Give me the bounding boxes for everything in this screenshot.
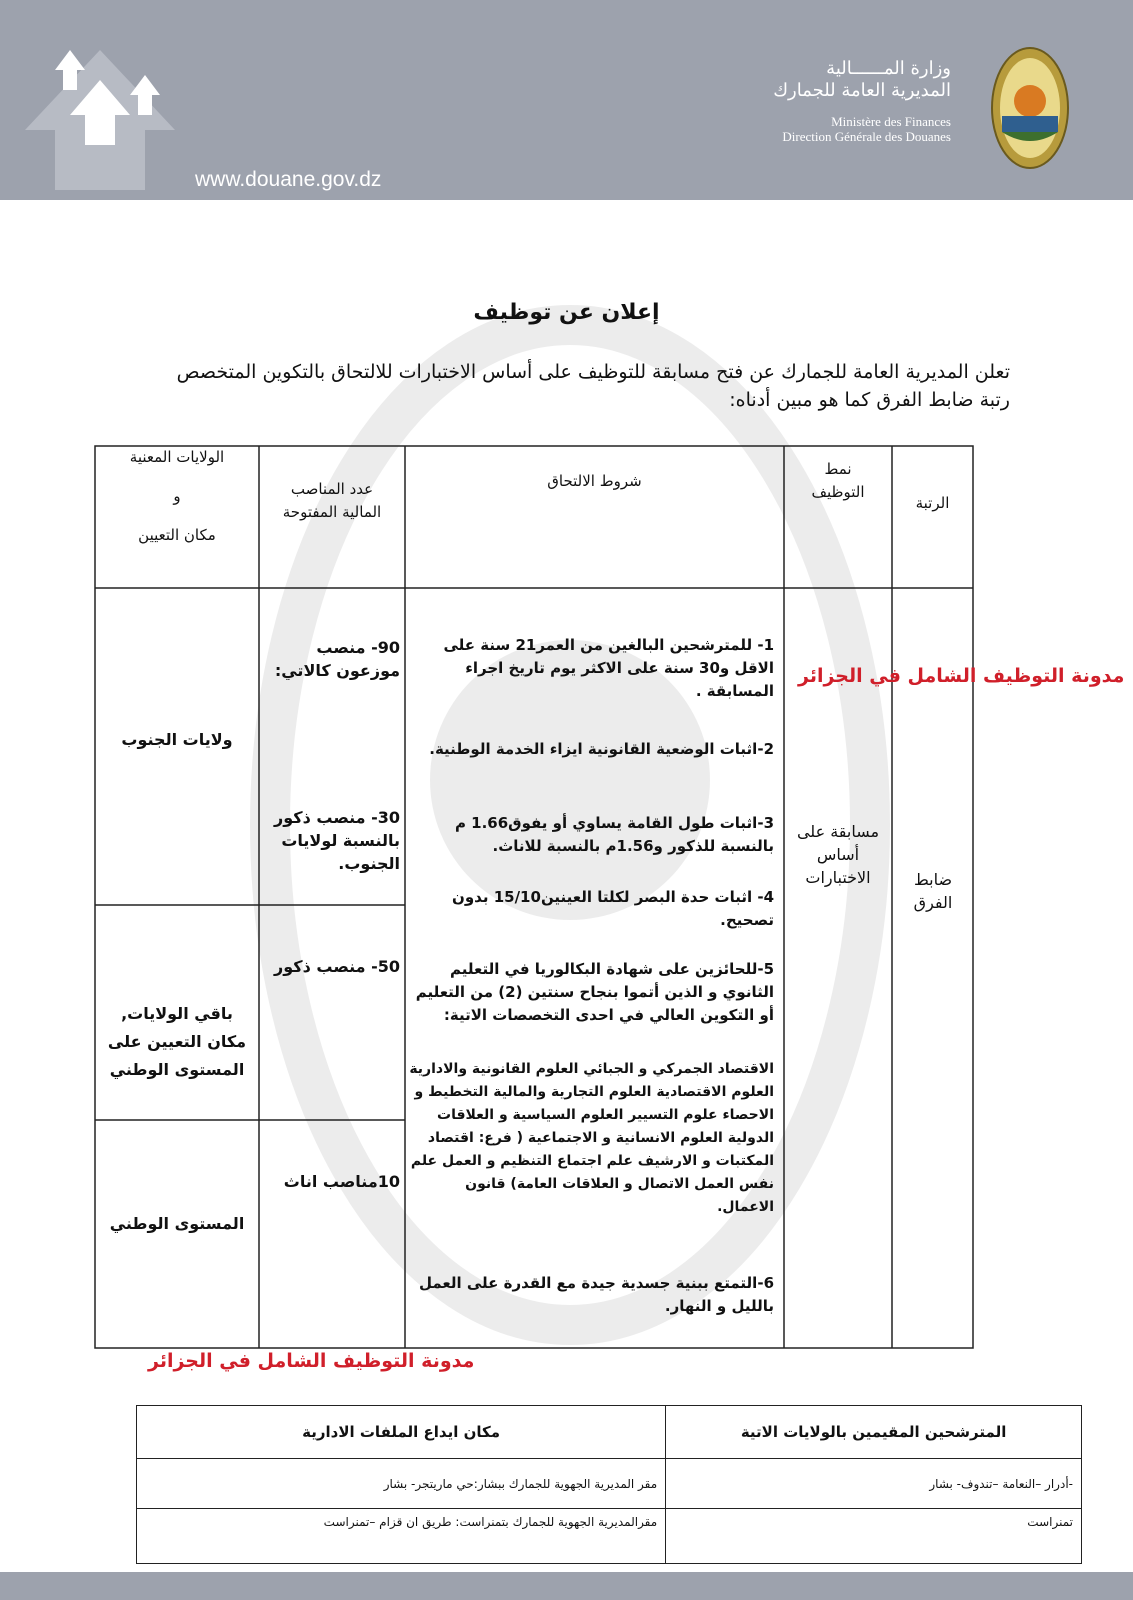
header-posts <box>259 478 405 524</box>
deposit-table-header <box>137 1406 1082 1459</box>
page-title: إعلان عن توظيف <box>473 300 660 325</box>
posts-national-female: 10مناصب اناث <box>283 1172 400 1191</box>
intro-paragraph: تعلن المديرية العامة للجمارك عن فتح مسابقة للتوظيف على أساس الاختبارات للالتحاق بالتكوين المتخصص رتبة ضابط الفرق كما هو مبين أدناه: <box>176 361 1010 411</box>
table-row <box>137 1459 1082 1509</box>
posts-south-male: 30- منصب ذكور بالنسبة لولايات الجنوب. <box>274 808 400 873</box>
blog-watermark-bottom: مدونة التوظيف الشامل في الجزائر <box>148 1350 475 1372</box>
directorate-fr-line: Direction Générale des Douanes <box>782 129 951 144</box>
header-posts-line2: المالية المفتوحة <box>282 503 382 521</box>
header-wilayas-line2: و <box>173 487 181 505</box>
ministry-fr-line: Ministère des Finances <box>831 114 951 129</box>
condition-5-list: الاقتصاد الجمركي و الجبائي العلوم القانونية والادارية العلوم الاقتصادية العلوم التجارية والمالية التخطيط و الاحصاء علوم التسيير العلوم السياسية و العلاقات الدولية العلوم الانسانية و الاجتماعية ( فرع: اقتصاد المكتبات و الارشيف علم اجتماع التنظيم و العمل علم نفس العمل الاتصال و العلاقات العامة) قانون الاعمال. <box>409 1061 774 1215</box>
header-posts-line1: عدد المناصب <box>290 480 374 498</box>
website-url: www.douane.gov.dz <box>195 168 382 191</box>
rank-value: ضابط الفرق <box>913 870 953 912</box>
condition-2: 2-اثبات الوضعية القانونية ايزاء الخدمة الوطنية. <box>429 740 774 758</box>
posts-south-total: 90- منصب موزعون كالاتي: <box>274 638 400 680</box>
deposit-table <box>136 1405 1082 1564</box>
candidate-wilayas: تمنراست <box>666 1509 1082 1564</box>
mode-value: مسابقة على أساس الاختبارات <box>796 822 880 887</box>
footer-bar <box>0 1572 1133 1600</box>
header-wilayas-line1: الولايات المعنية <box>129 448 225 466</box>
wilayas-other: باقي الولايات, مكان التعيين على المستوى الوطني <box>107 1004 247 1079</box>
wilayas-south: ولايات الجنوب <box>121 730 233 749</box>
header-mode-line2: التوظيف <box>811 483 865 501</box>
table-row <box>137 1509 1082 1564</box>
header-wilayas-line3: مكان التعيين <box>138 526 216 544</box>
wilayas-national: المستوى الوطني <box>109 1214 245 1233</box>
ministry-line: وزارة المــــــالية <box>826 58 951 79</box>
header-wilayas <box>95 446 259 547</box>
condition-5: 5-للحائزين على شهادة البكالوريا في التعليم الثانوي و الذين أتموا بنجاح سنتين (2) من التعليم أو التكوين العالي في احدى التخصصات الاتية: <box>415 960 774 1024</box>
deposit-location: مقر المديرية الجهوية للجمارك ببشار:حي ماريتجر- بشار <box>137 1459 666 1509</box>
header-rank: الرتبة <box>915 494 950 512</box>
candidate-wilayas: -أدرار –النعامة –تندوف- بشار <box>666 1459 1082 1509</box>
header-mode <box>784 458 892 504</box>
deposit-location: مقرالمديرية الجهوية للجمارك بتمنراست: طريق ان قزام –تمنراست <box>137 1509 666 1564</box>
candidates-header: المترشحين المقيمين بالولايات الاتية <box>666 1406 1082 1459</box>
condition-6: 6-التمتع ببنية جسدية جيدة مع القدرة على العمل بالليل و النهار. <box>418 1274 774 1315</box>
posts-other-male: 50- منصب ذكور <box>274 957 400 976</box>
directorate-line: المديرية العامة للجمارك <box>773 80 951 101</box>
condition-1: 1- للمترشحين البالغين من العمر21 سنة على الاقل و30 سنة على الاكثر يوم تاريخ اجراء المسابقة . <box>443 636 774 700</box>
deposit-header: مكان ايداع الملفات الادارية <box>137 1406 666 1459</box>
condition-4: 4- اثبات حدة البصر لكلتا العينين15/10 بدون تصحيح. <box>452 888 774 929</box>
header-conditions: شروط الالتحاق <box>547 472 642 490</box>
blog-watermark-top: مدونة التوظيف الشامل في الجزائر <box>798 665 1125 687</box>
condition-3: 3-اثبات طول القامة يساوي أو يفوق1.66 م بالنسبة للذكور و1.56م بالنسبة للاناث. <box>454 814 774 855</box>
header-mode-line1: نمط <box>824 460 852 478</box>
